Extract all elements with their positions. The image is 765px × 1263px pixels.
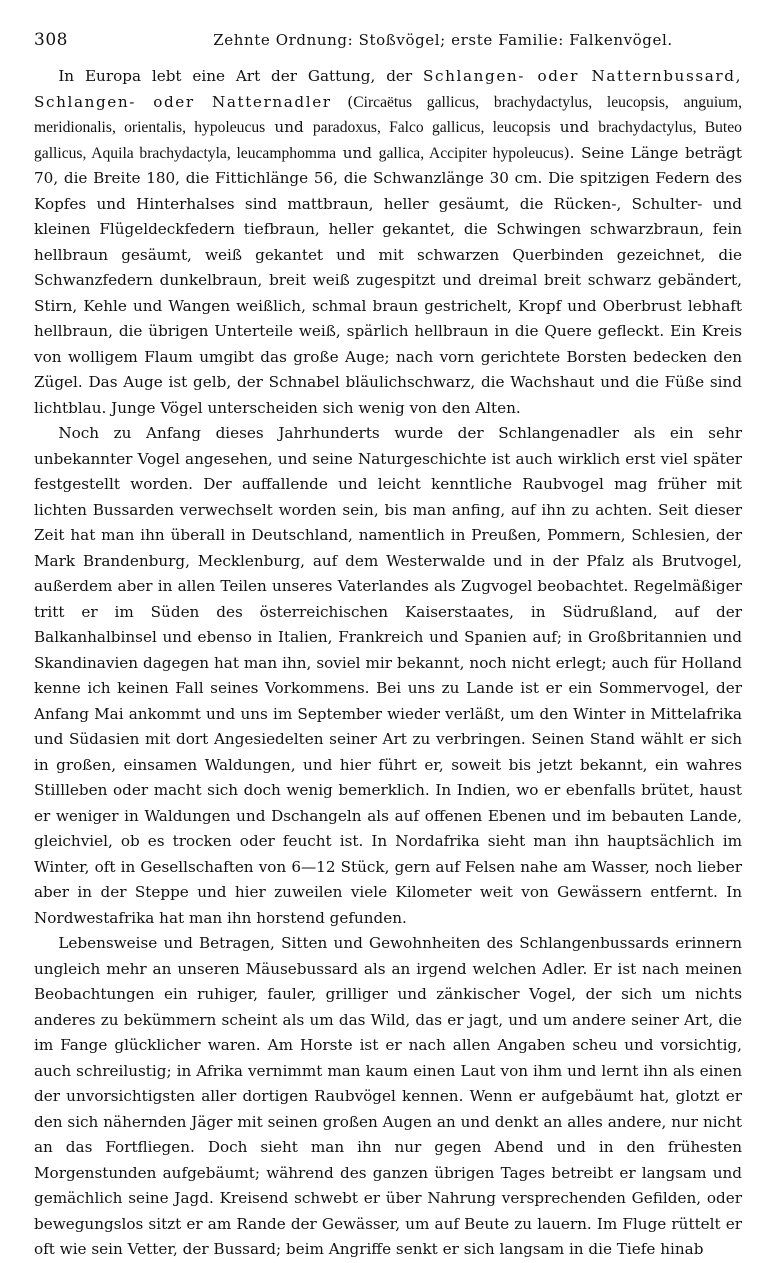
text-run: ( — [331, 92, 354, 111]
running-head: Zehnte Ordnung: Stoßvögel; erste Familie: Falkenvögel. — [213, 31, 673, 49]
book-page — [34, 30, 742, 1263]
latin-name: brachydactylus, Buteo gallicus, Aquila brachydactyla, leucamphomma — [34, 119, 742, 162]
latin-name: Circaëtus gallicus, brachydactylus, leucopsis, anguium, meridionalis, orientalis, hypoleucus — [34, 93, 742, 136]
paragraph-3: Lebensweise und Betragen, Sitten und Gewohnheiten des Schlangenbussards erinnern ungleich mehr an unseren Mäusebussard als an irgend welchen Adler. Er ist nach meinen Beobachtungen ein ruhiger, fauler, grilliger und zänkischer Vogel, der sich um nichts anderes zu bekümmern scheint als um das Wild, das er jagt, und um andere seiner Art, die im Fange glücklicher waren. Am Horste ist er nach allen Angaben scheu und vorsichtig, auch schreilustig; in Afrika vernimmt man kaum einen Laut von ihm und lernt ihn als einen der unvorsichtigsten aller dortigen Raubvögel kennen. Wenn er aufgebäumt hat, glotzt er den sich nähernden Jäger mit seinen großen Augen an und denkt an alles andere, nur nicht an das Fortfliegen. Doch sieht man ihn nur gegen Abend und in den frühesten Morgenstunden aufgebäumt; während des ganzen übrigen Tages betreibt er langsam und gemächlich seine Jagd. Kreisend schwebt er über Nahrung versprechenden Gefilden, oder bewegungslos sitzt er am Rande der Gewässer, um auf Beute zu lauern. Im Fluge rüttelt er oft wie sein Vetter, der Bussard; beim Angriffe senkt er sich langsam in die Tiefe hinab — [34, 934, 742, 1258]
page-number: 308 — [34, 30, 68, 50]
text-run: In Europa lebt eine Art der Gattung, der — [58, 67, 424, 85]
body-text — [34, 64, 742, 1263]
text-run: und — [336, 143, 379, 162]
text-run: ). Seine Länge beträgt 70, die Breite 180, die Fittichlänge 56, die Schwanzlänge 30 cm. Die spitzigen Federn des Kopfes und Hinterhalses sind mattbraun, heller gesäumt, die Rücken-, Schulter- und kleinen Flügeldeckfedern tiefbraun, heller gekantet, die Schwingen schwarzbraun, fein hellbraun gesäumt, weiß gekantet und mit schwarzen Querbinden gezeichnet, die Schwanzfedern dunkelbraun, breit weiß zugespitzt und dreimal breit schwarz gebändert, Stirn, Kehle und Wangen weißlich, schmal braun gestrichelt, Kropf und Oberbrust lebhaft hellbraun, die übrigen Unterteile weiß, spärlich hellbraun in die Quere gefleckt. Ein Kreis von wolligem Flaum umgibt das große Auge; nach vorn gerichtete Borsten bedecken den Zügel. Das Auge ist gelb, der Schnabel bläulichschwarz, die Wachshaut und die Füße sind lichtblau. Junge Vögel unterscheiden sich wenig von den Alten. — [34, 143, 742, 417]
text-run: und — [550, 118, 599, 136]
latin-name: paradoxus, Falco gallicus, leucopsis — [312, 119, 551, 136]
species-name: Schlangen- oder Natternbussard, Schlangen- oder Natternadler — [34, 67, 742, 111]
page-header — [34, 30, 742, 54]
latin-name: gallica, Accipiter hypoleucus — [378, 144, 564, 162]
paragraph-2: Noch zu Anfang dieses Jahrhunderts wurde der Schlangenadler als ein sehr unbekannter Vogel angesehen, und seine Naturgeschichte ist auch wirklich erst viel später festgestellt worden. Der auffallende und leicht kenntliche Raubvogel mag früher mit lichten Bussarden verwechselt worden sein, bis man anfing, auf ihn zu achten. Seit dieser Zeit hat man ihn überall in Deutschland, namentlich in Preußen, Pommern, Schlesien, der Mark Brandenburg, Mecklenburg, auf dem Westerwalde und in der Pfalz als Brutvogel, außerdem aber in allen Teilen unseres Vaterlandes als Zugvogel beobachtet. Regelmäßiger tritt er im Süden des österreichischen Kaiserstaates, in Südrußland, auf der Balkanhalbinsel und ebenso in Italien, Frankreich und Spanien auf; in Großbritannien und Skandinavien dagegen hat man ihn, soviel mir bekannt, noch nicht erlegt; auch für Holland kenne ich keinen Fall seines Vorkommens. Bei uns zu Lande ist er ein Sommervogel, der Anfang Mai ankommt und uns im September wieder verläßt, um den Winter in Mittelafrika und Südasien mit dort Angesiedelten seiner Art zu verbringen. Seinen Stand wählt er sich in großen, einsamen Waldungen, und hier führt er, soweit bis jetzt bekannt, ein wahres Stillleben oder macht sich doch wenig bemerklich. In Indien, wo er ebenfalls brütet, haust er weniger in Waldungen und Dschangeln als auf offenen Ebenen und im bebauten Lande, gleichviel, ob es trocken oder feucht ist. In Nordafrika sieht man ihn hauptsächlich im Winter, oft in Gesellschaften von 6—12 Stück, gern auf Felsen nahe am Wasser, noch lieber aber in der Steppe und hier zuweilen viele Kilometer weit von Gewässern entfernt. In Nordwestafrika hat man ihn horstend gefunden. — [34, 424, 742, 927]
paragraph-1 — [34, 64, 742, 421]
text-run: und — [265, 118, 313, 136]
